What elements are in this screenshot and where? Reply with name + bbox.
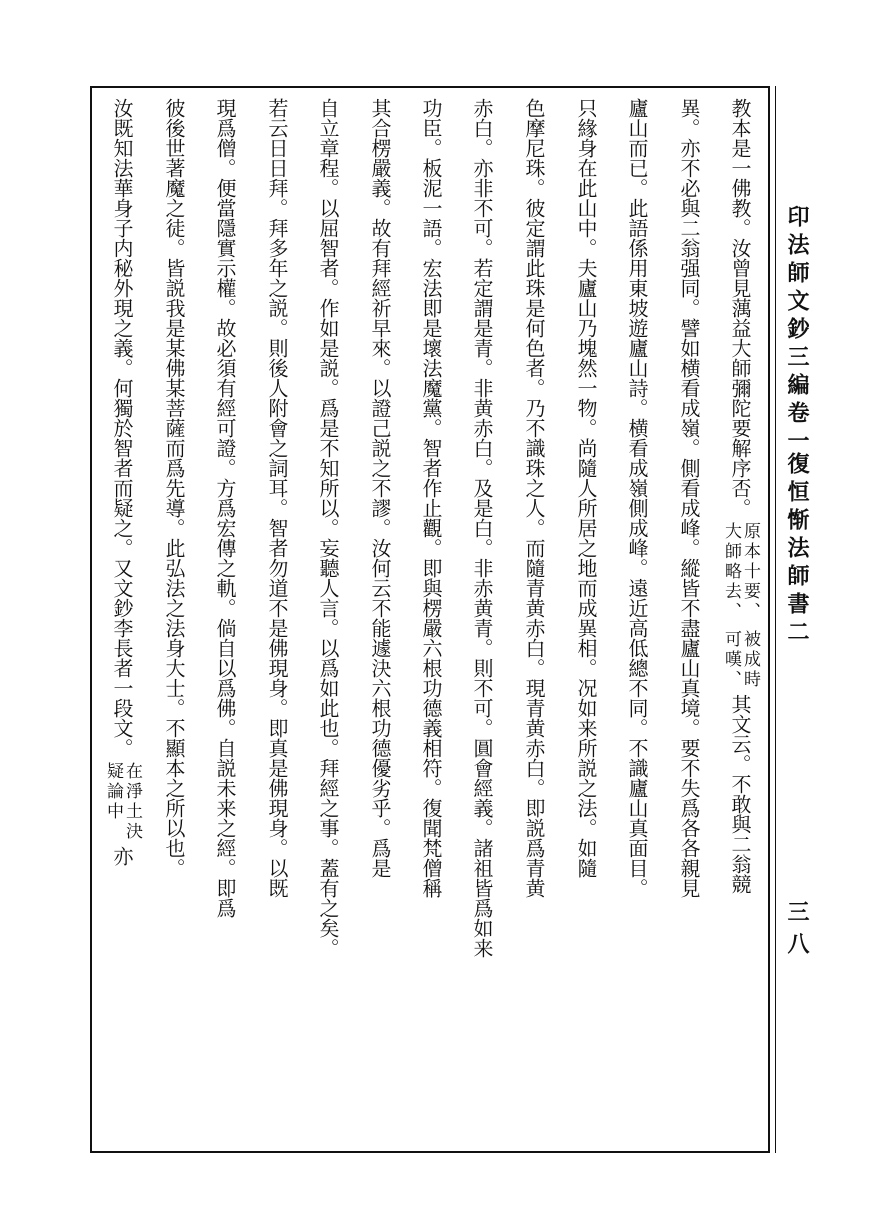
column-text: 彼後世著魔之徒。皆説我是某佛某菩薩而爲先導。此弘法之法身大士。不顯本之所以也。 bbox=[162, 98, 186, 878]
frame-left-rule bbox=[90, 86, 92, 1153]
interlinear-note bbox=[722, 522, 758, 622]
column-text: 廬山而已。此語係用東坡遊廬山詩。横看成嶺側成峰。遠近高低總不同。不識廬山真面目。 bbox=[625, 98, 649, 898]
column-text: 若云日日拜。拜多年之説。則後人附會之詞耳。智者勿道不是佛現身。即真是佛現身。以既 bbox=[265, 98, 289, 898]
frame-right-outer-rule bbox=[775, 86, 776, 1153]
column-text: 其文云。不敢與二翁競 bbox=[728, 694, 752, 894]
column-text: 現爲僧。便當隱實示權。故必須有經可證。方爲宏傳之軌。倘自以爲佛。自説未来之經。即爲 bbox=[213, 98, 237, 918]
frame-bottom-rule bbox=[90, 1151, 770, 1153]
text-column-12 bbox=[151, 98, 197, 1150]
note-line-right: 被成時 bbox=[740, 630, 760, 690]
text-column-7 bbox=[408, 98, 454, 1150]
text-column-1 bbox=[717, 98, 763, 1150]
note-line-left: 可嘆、 bbox=[721, 630, 741, 690]
text-column-13 bbox=[99, 98, 145, 1150]
interlinear-note-2 bbox=[722, 630, 758, 690]
column-text: 自立章程。以屈智者。作如是説。爲是不知所以。妄聽人言。以爲如此也。拜經之事。蓋有之矣。 bbox=[316, 98, 340, 958]
text-column-2 bbox=[666, 98, 712, 1150]
frame-top-rule bbox=[90, 86, 770, 88]
text-column-9 bbox=[305, 98, 351, 1150]
column-text: 色摩尼珠。彼定謂此珠是何色者。乃不識珠之人。而隨青黄赤白。現青黄赤白。即説爲青黄 bbox=[522, 98, 546, 898]
column-text: 異。亦不必與二翁强同。譬如横看成嶺。側看成峰。縱皆不盡廬山真境。要不失爲各各親見 bbox=[677, 98, 701, 898]
text-column-10 bbox=[254, 98, 300, 1150]
note-line-left: 疑論中 bbox=[103, 762, 123, 822]
text-column-6 bbox=[459, 98, 505, 1150]
note-line-right: 在淨土決 bbox=[122, 762, 142, 842]
note-line-right: 原本十要、 bbox=[740, 522, 760, 622]
page-number: 三八 bbox=[784, 900, 810, 964]
column-text: 教本是一佛教。汝曾見蕅益大師彌陀要解序否。 bbox=[728, 98, 752, 518]
frame-right-rule bbox=[768, 86, 770, 1153]
text-column-8 bbox=[357, 98, 403, 1150]
column-text: 赤白。亦非不可。若定謂是青。非黄赤白。及是白。非赤黄青。則不可。圓會經義。諸祖皆爲如来 bbox=[470, 98, 494, 958]
text-column-11 bbox=[202, 98, 248, 1150]
book-title: 印法師文鈔三編卷一 bbox=[784, 205, 810, 457]
text-column-4 bbox=[563, 98, 609, 1150]
section-title: 復恒惭法師書二 bbox=[784, 452, 810, 648]
text-column-5 bbox=[511, 98, 557, 1150]
column-text: 亦 bbox=[110, 846, 134, 866]
column-text: 功臣。板泥一語。宏法即是壞法魔黨。智者作止觀。即與楞嚴六根功德義相符。復聞梵僧稱 bbox=[419, 98, 443, 898]
column-text: 只緣身在此山中。夫廬山乃塊然一物。尚隨人所居之地而成異相。况如来所説之法。如隨 bbox=[574, 98, 598, 878]
column-text: 汝既知法華身子内秘外現之義。何獨於智者而疑之。又文鈔李長者一段文。 bbox=[110, 98, 134, 758]
text-column-3 bbox=[614, 98, 660, 1150]
note-line-left: 大師略去、 bbox=[721, 522, 741, 622]
column-text: 其合楞嚴義。故有拜經祈早來。以證己説之不謬。汝何云不能遽決六根功德優劣乎。爲是 bbox=[368, 98, 392, 878]
interlinear-note bbox=[104, 762, 140, 842]
